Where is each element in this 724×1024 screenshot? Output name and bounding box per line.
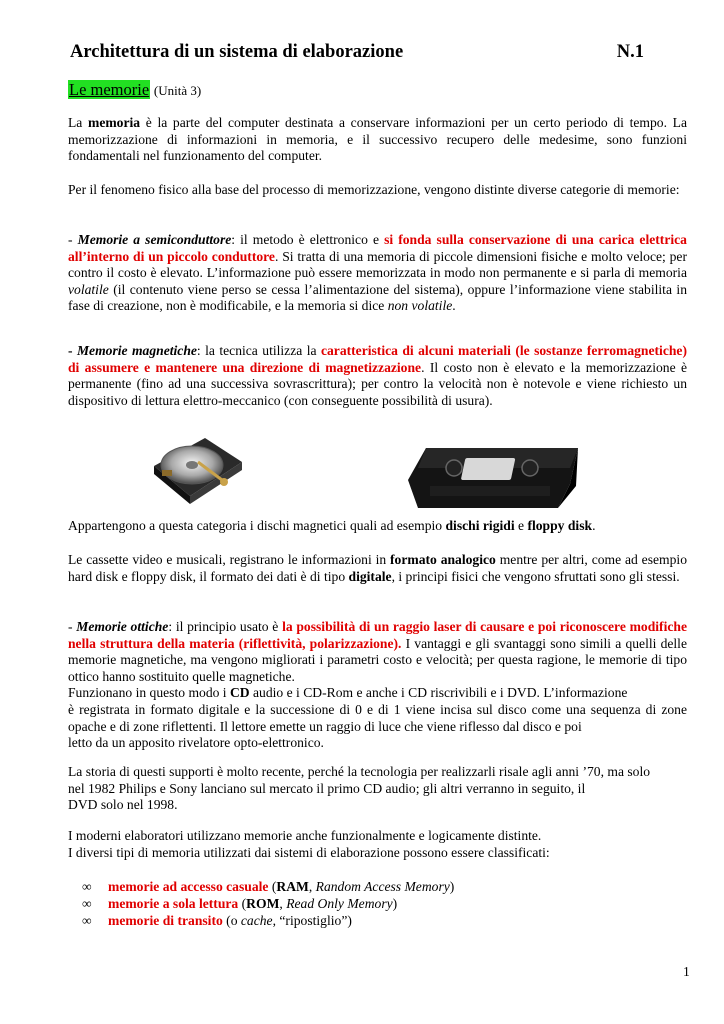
document-number: N.1 bbox=[616, 42, 644, 62]
categories-paragraph: Per il fenomeno fisico alla base del processo di memorizzazione, vengono distinte diverse categorie di memorie: bbox=[68, 182, 680, 197]
text: Le cassette video e musicali, registrano le informazioni in bbox=[68, 552, 391, 567]
bold-term: ROM bbox=[246, 896, 280, 911]
text: e bbox=[514, 518, 528, 533]
section-subtitle: (Unità 3) bbox=[153, 83, 202, 98]
italic-term: Random Access Memory bbox=[315, 879, 450, 894]
text: è registrata in formato digitale e la successione di 0 e di 1 viene incisa sul disco come una sequenza di zone opache e di zone riflettenti. Il lettore emette un raggio di luce che viene riflesso dal disco e poi bbox=[68, 701, 687, 734]
text: : la tecnica utilizza la bbox=[196, 343, 321, 358]
term-name: Memorie a semiconduttore bbox=[77, 232, 232, 247]
optical-paragraph bbox=[68, 619, 687, 752]
bold-term: formato analogico bbox=[390, 552, 496, 567]
list-item bbox=[82, 912, 454, 929]
bold-term: CD bbox=[229, 685, 250, 701]
list-item bbox=[82, 878, 454, 895]
text: , “ripostiglio”) bbox=[272, 913, 352, 928]
semiconductor-paragraph bbox=[68, 232, 687, 315]
italic-term: cache bbox=[240, 913, 273, 928]
list-item bbox=[82, 895, 454, 912]
text: letto da un apposito rivelatore opto-elettronico. bbox=[68, 735, 324, 751]
text: ) bbox=[449, 879, 455, 894]
intro-paragraph bbox=[68, 115, 687, 165]
text: I moderni elaboratori utilizzano memorie anche funzionalmente e logicamente distinte. bbox=[68, 828, 542, 843]
text: Funzionano in questo modo i bbox=[68, 685, 230, 701]
text: , bbox=[308, 879, 316, 894]
magnetic-paragraph bbox=[68, 343, 687, 409]
text: , i principi fisici che vengono sfruttati sono gli stessi. bbox=[391, 568, 680, 584]
text: . Si tratta di una memoria di piccole dimensioni fisiche e molto veloce; per contro il costo è elevato. L’informazione può essere memorizzata in modo non permanente e si parla di memoria bbox=[68, 248, 687, 281]
bold-term: memoria bbox=[88, 115, 141, 130]
text: (o bbox=[222, 913, 241, 928]
text: è la parte del computer destinata a conservare informazioni per un certo periodo di tempo. La memorizzazione di informazioni in memoria, e il successivo recupero delle medesime, sono funzioni fondamentali nel funzionamento del computer. bbox=[68, 115, 687, 164]
text: audio e i CD-Rom e anche i CD riscrivibili e i DVD. L’informazione bbox=[249, 685, 628, 701]
text: nel 1982 Philips e Sony lanciano sul mercato il primo CD audio; gli altri verranno in seguito, il bbox=[68, 780, 586, 796]
text: I diversi tipi di memoria utilizzati dai sistemi di elaborazione possono essere classificati: bbox=[68, 844, 550, 860]
italic-term: volatile bbox=[68, 281, 109, 297]
term-name: Memorie magnetiche bbox=[76, 343, 197, 358]
vhs-cassette-icon bbox=[408, 446, 578, 510]
history-paragraph bbox=[68, 764, 687, 814]
bold-term: digitale bbox=[348, 568, 392, 584]
term-name: Memorie ottiche bbox=[76, 619, 169, 634]
red-highlight: si fonda sulla conservazione di una carica elettrica all’interno di un piccolo conduttore bbox=[68, 232, 687, 264]
text: . bbox=[452, 298, 456, 314]
text: ( bbox=[238, 896, 247, 911]
text: DVD solo nel 1998. bbox=[68, 797, 178, 813]
category-paragraph bbox=[68, 518, 687, 535]
text: . Il costo non è elevato e la memorizzazione è permanente (fino ad una successiva sovrascrittura); per contro la velocità non è notevole e viene richiesto un dispositivo di lettura elettro-meccanico (con conseguente possibilità di usura). bbox=[68, 359, 687, 408]
page-number: 1 bbox=[683, 964, 690, 979]
hard-disk-icon bbox=[150, 432, 245, 507]
red-highlight: caratteristica di alcuni materiali (le sostanze ferromagnetiche) di assumere e mantenere una direzione di magnetizzazione bbox=[68, 343, 687, 375]
red-highlight: la possibilità di un raggio laser di causare e poi riconoscere modifiche nella struttura della materia (riflettività, polarizzazione). bbox=[68, 619, 687, 651]
red-highlight: memorie ad accesso casuale bbox=[108, 879, 269, 894]
cassette-paragraph bbox=[68, 552, 687, 585]
red-highlight: memorie a sola lettura bbox=[108, 896, 239, 911]
text: . bbox=[592, 518, 596, 533]
modern-paragraph bbox=[68, 828, 687, 861]
text: La storia di questi supporti è molto recente, perché la tecnologia per realizzarli risale agli anni ’70, ma solo bbox=[68, 764, 651, 779]
dash: - bbox=[68, 343, 77, 358]
bullet-icon: ∞ bbox=[82, 913, 92, 928]
red-highlight: memorie di transito bbox=[108, 913, 223, 928]
text: La bbox=[68, 115, 88, 130]
italic-term: Read Only Memory bbox=[286, 896, 393, 911]
text: mentre per altri, come ad esempio hard disk e floppy disk, il formato dei dati è di tipo bbox=[68, 552, 687, 584]
text: : il metodo è elettronico e bbox=[231, 232, 385, 247]
text: Appartengono a questa categoria i dischi magnetici quali ad esempio bbox=[68, 518, 446, 533]
text: (il contenuto viene perso se cessa l’alimentazione del sistema), oppure l’informazione viene stabilita in fase di creazione, non è modificabile, e la memoria si dice bbox=[68, 281, 687, 314]
illustrations bbox=[0, 432, 724, 512]
text: I vantaggi e gli svantaggi sono simili a quelli delle memorie magnetiche, ma vengono migliorati i parametri costo e velocità; per questa ragione, le memorie di tipo ottico hanno sostituito quelle magnetiche. bbox=[68, 635, 687, 684]
dash: - bbox=[68, 619, 77, 634]
bold-term: dischi rigidi bbox=[445, 518, 515, 533]
document-title: Architettura di un sistema di elaborazione bbox=[70, 42, 404, 62]
italic-term: non volatile bbox=[387, 298, 453, 314]
dash: - bbox=[68, 232, 78, 247]
bold-term: floppy disk bbox=[527, 518, 593, 533]
page-header bbox=[70, 42, 644, 63]
text: , bbox=[279, 896, 287, 911]
text: ) bbox=[392, 896, 398, 911]
bold-term: RAM bbox=[276, 879, 309, 894]
memory-types-list bbox=[82, 878, 454, 929]
text: ( bbox=[268, 879, 277, 894]
text: : il principio usato è bbox=[168, 619, 283, 634]
section-heading bbox=[68, 80, 201, 100]
section-title: Le memorie bbox=[69, 80, 150, 99]
bullet-icon: ∞ bbox=[82, 896, 92, 911]
bullet-icon: ∞ bbox=[82, 879, 92, 894]
